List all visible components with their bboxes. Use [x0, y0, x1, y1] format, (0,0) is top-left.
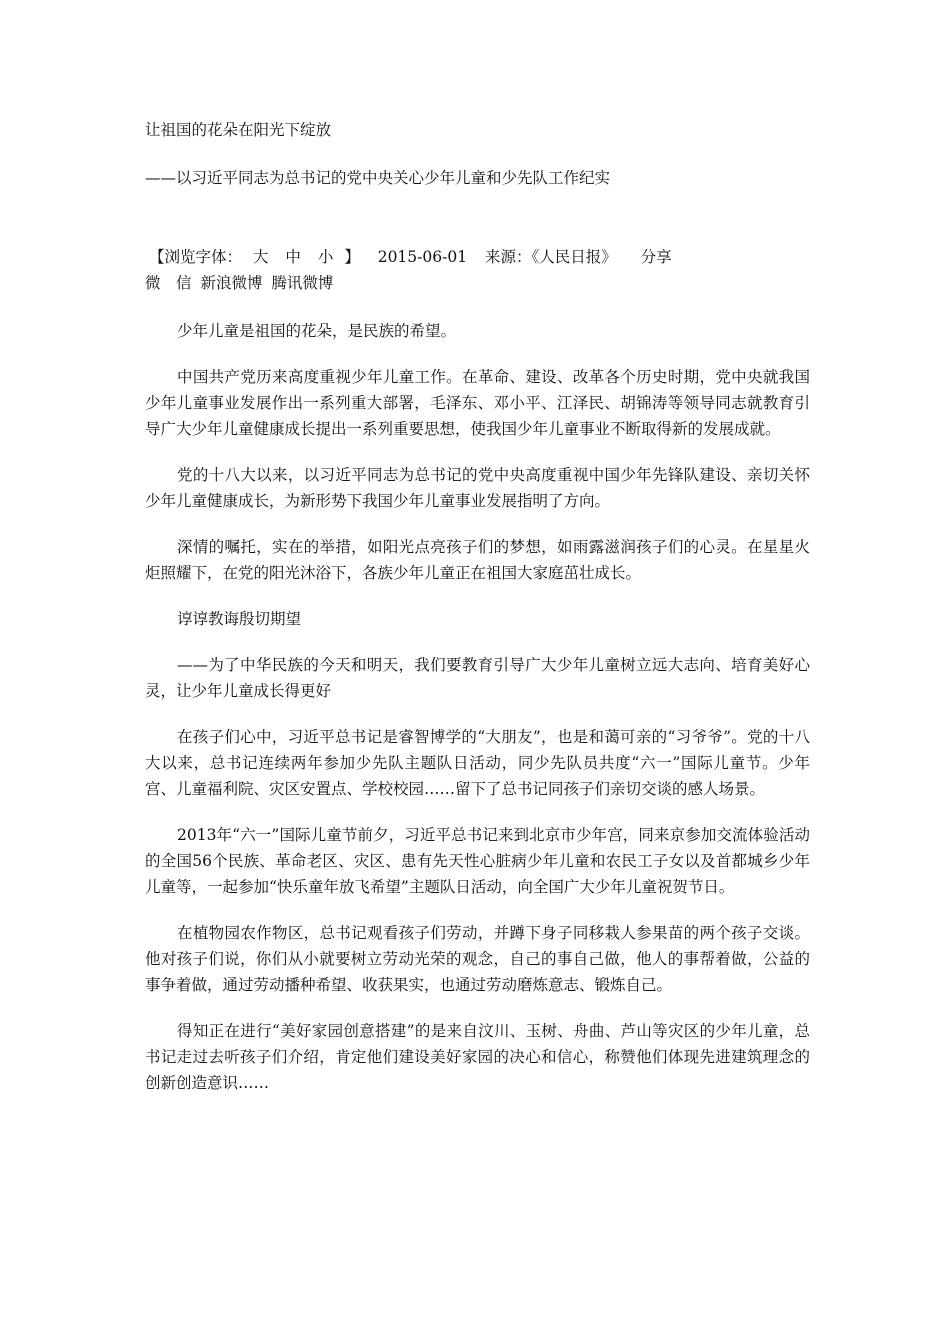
source-label: 来源：	[484, 248, 532, 266]
article-title: 让祖国的花朵在阳光下绽放	[145, 121, 332, 139]
section-heading: 谆谆教诲殷切期望	[177, 610, 302, 628]
font-size-small-link[interactable]: 小	[317, 248, 334, 266]
paragraph: 少年儿童是祖国的花朵，是民族的希望。	[177, 322, 457, 340]
font-size-label-close: 】	[344, 248, 360, 266]
paragraph: 得知正在进行“美好家园创意搭建”的是来自汶川、玉树、舟曲、芦山等灾区的少年儿童，总书记走过去听孩子们介绍，肯定他们建设美好家园的决心和信心，称赞他们体现先进建筑理念的创新创造意识……	[145, 1022, 810, 1092]
article-meta	[145, 244, 810, 296]
font-size-large-link[interactable]: 大	[252, 248, 269, 266]
paragraph: 在植物园农作物区，总书记观看孩子们劳动，并蹲下身子同移栽人参果苗的两个孩子交谈。他对孩子们说，你们从小就要树立劳动光荣的观念，自己的事自己做，他人的事帮着做，公益的事争着做，通过劳动播种希望、收获果实，也通过劳动磨炼意志、锻炼自己。	[145, 924, 810, 994]
share-sina-weibo-link[interactable]: 新浪微博	[200, 274, 263, 292]
source-name: 《人民日报》	[531, 248, 617, 266]
font-size-medium-link[interactable]: 中	[285, 248, 301, 266]
share-weixin-link[interactable]: 微 信	[145, 274, 192, 292]
paragraph: 中国共产党历来高度重视少年儿童工作。在革命、建设、改革各个历史时期，党中央就我国少年儿童事业发展作出一系列重大部署，毛泽东、邓小平、江泽民、胡锦涛等领导同志就教育引导广大少年儿童健康成长提出一系列重要思想，使我国少年儿童事业不断取得新的发展成就。	[145, 368, 810, 438]
paragraph: 2013年“六一”国际儿童节前夕，习近平总书记来到北京市少年宫，同来京参加交流体验活动的全国56个民族、革命老区、灾区、患有先天性心脏病少年儿童和农民工子女以及首都城乡少年儿童等，一起参加“快乐童年放飞希望”主题队日活动，向全国广大少年儿童祝贺节日。	[145, 826, 810, 896]
share-label: 分享	[640, 248, 672, 266]
paragraph: 在孩子们心中，习近平总书记是睿智博学的“大朋友”，也是和蔼可亲的“习爷爷”。党的十八大以来，总书记连续两年参加少先队主题队日活动，同少先队员共度“六一”国际儿童节。少年宫、儿童福利院、灾区安置点、学校校园……留下了总书记同孩子们亲切交谈的感人场景。	[145, 728, 810, 798]
article-subtitle: ——以习近平同志为总书记的党中央关心少年儿童和少先队工作纪实	[145, 169, 611, 187]
section-subheading: ——为了中华民族的今天和明天，我们要教育引导广大少年儿童树立远大志向、培育美好心灵，让少年儿童成长得更好	[145, 656, 810, 700]
article-body	[145, 118, 810, 1116]
share-tencent-weibo-link[interactable]: 腾讯微博	[271, 274, 334, 292]
font-size-label: 【浏览字体：	[149, 248, 243, 266]
paragraph: 党的十八大以来，以习近平同志为总书记的党中央高度重视中国少年先锋队建设、亲切关怀少年儿童健康成长，为新形势下我国少年儿童事业发展指明了方向。	[145, 466, 810, 510]
paragraph: 深情的嘱托，实在的举措，如阳光点亮孩子们的梦想，如雨露滋润孩子们的心灵。在星星火炬照耀下，在党的阳光沐浴下，各族少年儿童正在祖国大家庭茁壮成长。	[145, 538, 810, 582]
publish-date: 2015-06-01	[377, 248, 468, 266]
